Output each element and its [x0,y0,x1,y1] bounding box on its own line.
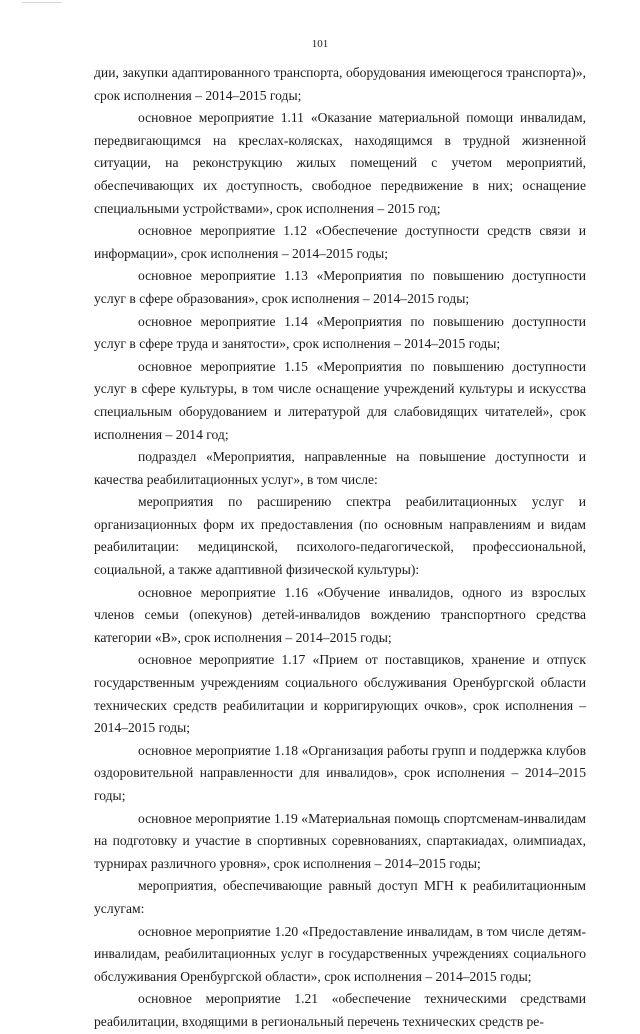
document-body [94,62,586,1034]
paragraph: подраздел «Мероприятия, направленные на повышение доступности и качества реабилитационных услуг», в том числе: [94,449,586,487]
paragraph: основное мероприятие 1.12 «Обеспечение доступности средств связи и информации», срок исполнения – 2014–2015 годы; [94,223,586,261]
paragraph: основное мероприятие 1.15 «Мероприятия по повышению доступности услуг в сфере культуры, в том числе оснащение учреждений культуры и искусства специальным оборудованием и литературой для слабовидящих читателей», срок исполнения – 2014 год; [94,358,586,442]
paragraph: дии, закупки адаптированного транспорта, оборудования имеющегося транспорта)», срок исполнения – 2014–2015 годы; [94,65,586,103]
paragraph: основное мероприятие 1.13 «Мероприятия по повышению доступности услуг в сфере образования», срок исполнения – 2014–2015 годы; [94,268,586,306]
paragraph: мероприятия по расширению спектра реабилитационных услуг и организационных форм их предоставления (по основным направлениям и видам реабилитации: медицинской, психолого-педагогической, профессиональной, социальной, а также адаптивной физической культуры): [94,494,586,578]
page-number: 101 [311,38,329,50]
paragraph: основное мероприятие 1.19 «Материальная помощь спортсменам-инвалидам на подготовку и участие в спортивных соревнованиях, спартакиадах, олимпиадах, турнирах различного уровня», срок исполнения – 2014–2015 годы; [94,810,586,871]
scan-edge-mark [22,2,62,7]
scan-bottom-artifacts [110,892,590,900]
paragraph: основное мероприятие 1.11 «Оказание материальной помощи инвалидам, передвигающимся на креслах-колясках, находящимся в трудной жизненной ситуации, на реконструкцию жилых помещений с учетом мероприятий, обеспечивающих их доступность, свободное передвижение в них; оснащение специальными устройствами», срок исполнения – 2015 год; [94,110,586,216]
paragraph: основное мероприятие 1.20 «Предоставление инвалидам, в том числе детям-инвалидам, реабилитационных услуг в государственных учреждениях социального обслуживания Оренбургской области», срок исполнения – 2014–2015 годы; [94,923,586,984]
paragraph: основное мероприятие 1.14 «Мероприятия по повышению доступности услуг в сфере труда и занятости», срок исполнения – 2014–2015 годы; [94,313,586,352]
paragraph: основное мероприятие 1.17 «Прием от поставщиков, хранение и отпуск государственным учреждениям социального обслуживания Оренбургской области технических средств реабилитации и корригирующих очков», срок исполнения – 2014–2015 годы; [94,652,586,736]
paragraph: основное мероприятие 1.21 «обеспечение техническими средствами реабилитации, входящими в региональный перечень технических средств ре- [94,991,586,1029]
paragraph: основное мероприятие 1.18 «Организация работы групп и поддержка клубов оздоровительной направленности для инвалидов», срок исполнения – 2014–2015 годы; [94,742,586,803]
paragraph: мероприятия, обеспечивающие равный доступ МГН к реабилитационным услугам: [94,878,586,916]
paragraph: основное мероприятие 1.16 «Обучение инвалидов, одного из взрослых членов семьи (опекунов) детей-инвалидов вождению транспортного средства категории «В», срок исполнения – 2014–2015 годы; [94,584,586,645]
